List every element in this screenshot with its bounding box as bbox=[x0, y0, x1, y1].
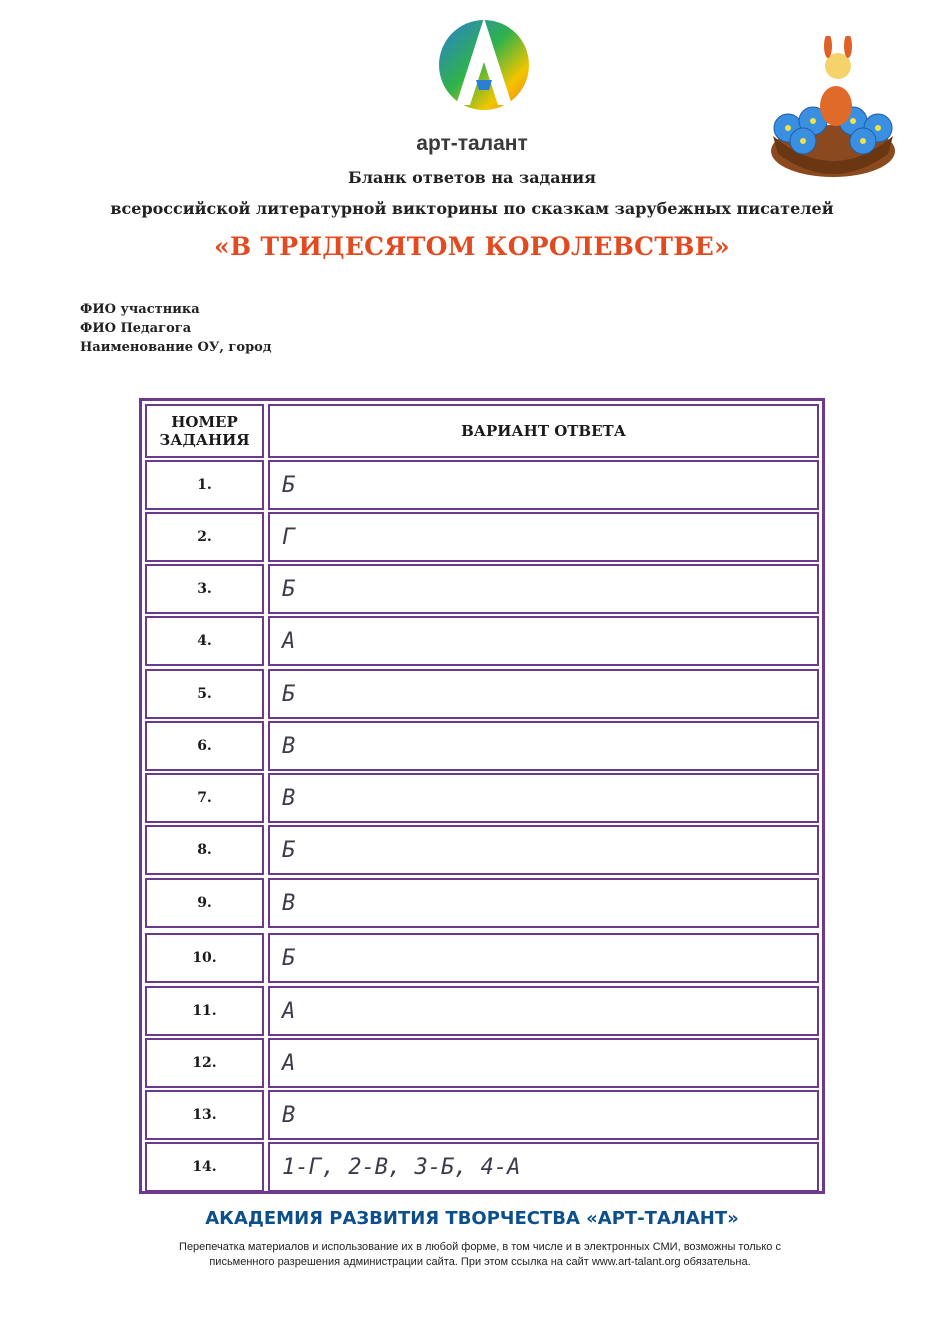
table-row bbox=[145, 721, 819, 771]
task-number: 5. bbox=[145, 669, 264, 719]
task-number: 6. bbox=[145, 721, 264, 771]
handwritten-answer: Б bbox=[268, 825, 819, 875]
number-header-line1: НОМЕР bbox=[171, 413, 238, 431]
handwritten-answer: В bbox=[268, 878, 819, 928]
task-number: 14. bbox=[145, 1142, 264, 1192]
quiz-description: всероссийской литературной викторины по сказкам зарубежных писателей bbox=[110, 199, 834, 218]
task-number: 1. bbox=[145, 460, 264, 510]
handwritten-answer: В bbox=[268, 773, 819, 823]
task-number: 4. bbox=[145, 616, 264, 666]
table-row bbox=[145, 512, 819, 562]
task-number: 9. bbox=[145, 878, 264, 928]
table-row bbox=[145, 564, 819, 614]
table-row bbox=[145, 460, 819, 510]
handwritten-answer: Г bbox=[268, 512, 819, 562]
quiz-title: «В ТРИДЕСЯТОМ КОРОЛЕВСТВЕ» bbox=[214, 232, 730, 261]
table-row bbox=[145, 1038, 819, 1088]
brand-name: арт-талант bbox=[416, 132, 528, 155]
table-header-row bbox=[145, 404, 819, 458]
task-number: 13. bbox=[145, 1090, 264, 1140]
school-name-label: Наименование ОУ, город bbox=[80, 340, 272, 355]
number-column-header bbox=[145, 404, 264, 458]
form-subtitle: Бланк ответов на задания bbox=[348, 168, 596, 187]
table-row bbox=[145, 616, 819, 666]
handwritten-answer: А bbox=[268, 1038, 819, 1088]
art-talant-logo bbox=[434, 10, 534, 115]
handwritten-answer: А bbox=[268, 986, 819, 1036]
footer-notice bbox=[100, 1240, 860, 1270]
handwritten-answer: В bbox=[268, 1090, 819, 1140]
handwritten-answer: Б bbox=[268, 460, 819, 510]
basket-illustration-icon bbox=[758, 36, 908, 186]
task-number: 7. bbox=[145, 773, 264, 823]
answer-column-header: ВАРИАНТ ОТВЕТА bbox=[268, 404, 819, 458]
participant-name-label: ФИО участника bbox=[80, 302, 200, 317]
table-row bbox=[145, 878, 819, 928]
table-row bbox=[145, 933, 819, 983]
footer-title: АКАДЕМИЯ РАЗВИТИЯ ТВОРЧЕСТВА «АРТ-ТАЛАНТ» bbox=[205, 1208, 739, 1229]
handwritten-answer: В bbox=[268, 721, 819, 771]
answer-table bbox=[139, 398, 825, 1194]
table-row bbox=[145, 773, 819, 823]
table-row bbox=[145, 669, 819, 719]
handwritten-answer: Б bbox=[268, 669, 819, 719]
handwritten-answer: А bbox=[268, 616, 819, 666]
task-number: 3. bbox=[145, 564, 264, 614]
handwritten-answer: 1-Г, 2-В, 3-Б, 4-А bbox=[268, 1142, 819, 1192]
table-row bbox=[145, 825, 819, 875]
handwritten-answer: Б bbox=[268, 564, 819, 614]
task-number: 8. bbox=[145, 825, 264, 875]
number-header-line2: ЗАДАНИЯ bbox=[159, 431, 250, 449]
participant-fields bbox=[80, 300, 272, 357]
handwritten-answer: Б bbox=[268, 933, 819, 983]
table-row bbox=[145, 986, 819, 1036]
table-row bbox=[145, 1142, 819, 1192]
footer-notice-line1: Перепечатка материалов и использование их в любой форме, в том числе и в электронных СМИ, возможны только с bbox=[179, 1241, 781, 1253]
task-number: 10. bbox=[145, 933, 264, 983]
footer-notice-line2: письменного разрешения администрации сайта. При этом ссылка на сайт www.art-talant.org обязательна. bbox=[209, 1256, 751, 1268]
task-number: 12. bbox=[145, 1038, 264, 1088]
task-number: 11. bbox=[145, 986, 264, 1036]
table-row bbox=[145, 1090, 819, 1140]
teacher-name-label: ФИО Педагога bbox=[80, 321, 192, 336]
task-number: 2. bbox=[145, 512, 264, 562]
